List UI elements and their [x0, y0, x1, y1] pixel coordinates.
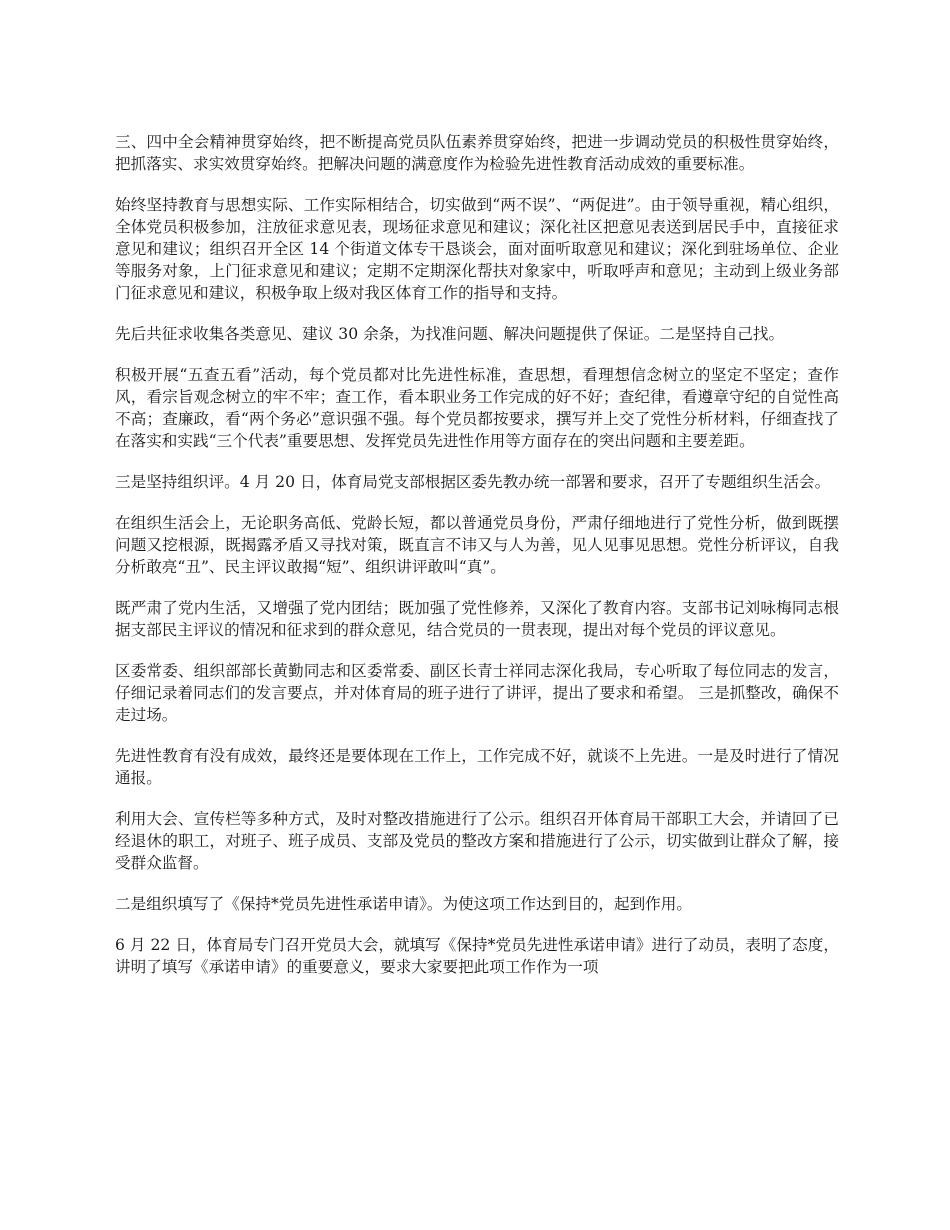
document-body [115, 131, 839, 997]
paragraph-1: 三、四中全会精神贯穿始终，把不断提高党员队伍素养贯穿始终，把进一步调动党员的积极性贯穿始终，把抓落实、求实效贯穿始终。把解决问题的满意度作为检验先进性教育活动成效的重要标准。 [115, 133, 839, 173]
paragraph-7: 既严肃了党内生活，又增强了党内团结；既加强了党性修养，又深化了教育内容。支部书记刘咏梅同志根据支部民主评议的情况和征求到的群众意见，结合党员的一贯表现，提出对每个党员的评议意见。 [115, 599, 839, 639]
paragraph-2: 始终坚持教育与思想实际、工作实际相结合，切实做到“两不误”、“两促进”。由于领导重视，精心组织，全体党员积极参加，注放征求意见表，现场征求意见和建议；深化社区把意见表送到居民手中，直接征求意见和建议；组织召开全区 14 个街道文体专干恳谈会，面对面听取意见和建议；深化到驻场单位、企业等服务对象，上门征求意见和建议；定期不定期深化帮扶对象家中，听取呼声和意见；主动到上级业务部门征求意见和建议，积极争取上级对我区体育工作的指导和支持。 [115, 196, 839, 302]
paragraph-3: 先后共征求收集各类意见、建议 30 余条，为找准问题、解决问题提供了保证。二是坚持自己找。 [115, 325, 785, 343]
paragraph-5: 三是坚持组织评。4 月 20 日，体育局党支部根据区委先教办统一部署和要求，召开了专题组织生活会。 [115, 473, 831, 491]
paragraph-11: 二是组织填写了《保持*党员先进性承诺申请》。为使这项工作达到目的，起到作用。 [115, 895, 692, 913]
paragraph-12: 6 月 22 日，体育局专门召开党员大会，就填写《保持*党员先进性承诺申请》进行了动员，表明了态度，讲明了填写《承诺申请》的重要意义，要求大家要把此项工作作为一项 [115, 936, 839, 976]
paragraph-4: 积极开展“五查五看”活动，每个党员都对比先进性标准，查思想，看理想信念树立的坚定不坚定；查作风，看宗旨观念树立的牢不牢；查工作，看本职业务工作完成的好不好；查纪律，看遵章守纪的自觉性高不高；查廉政，看“两个务必”意识强不强。每个党员都按要求，撰写并上交了党性分析材料，仔细查找了在落实和实践“三个代表”重要思想、发挥党员先进性作用等方面存在的突出问题和主要差距。 [115, 366, 839, 450]
paragraph-9: 先进性教育有没有成效，最终还是要体现在工作上，工作完成不好，就谈不上先进。一是及时进行了情况通报。 [115, 747, 839, 787]
paragraph-6: 在组织生活会上，无论职务高低、党龄长短，都以普通党员身份，严肃仔细地进行了党性分析，做到既摆问题又挖根源，既揭露矛盾又寻找对策，既直言不讳又与人为善，见人见事见思想。党性分析评议，自我分析敢亮“丑”、民主评议敢揭“短”、组织讲评敢叫“真”。 [115, 514, 839, 576]
paragraph-10: 利用大会、宣传栏等多种方式，及时对整改措施进行了公示。组织召开体育局干部职工大会，并请回了已经退休的职工，对班子、班子成员、支部及党员的整改方案和措施进行了公示，切实做到让群众了解，接受群众监督。 [115, 810, 839, 872]
paragraph-8: 区委常委、组织部部长黄勤同志和区委常委、副区长青士祥同志深化我局，专心听取了每位同志的发言，仔细记录着同志们的发言要点，并对体育局的班子进行了讲评，提出了要求和希望。 三是抓整改，确保不走过场。 [115, 662, 839, 724]
